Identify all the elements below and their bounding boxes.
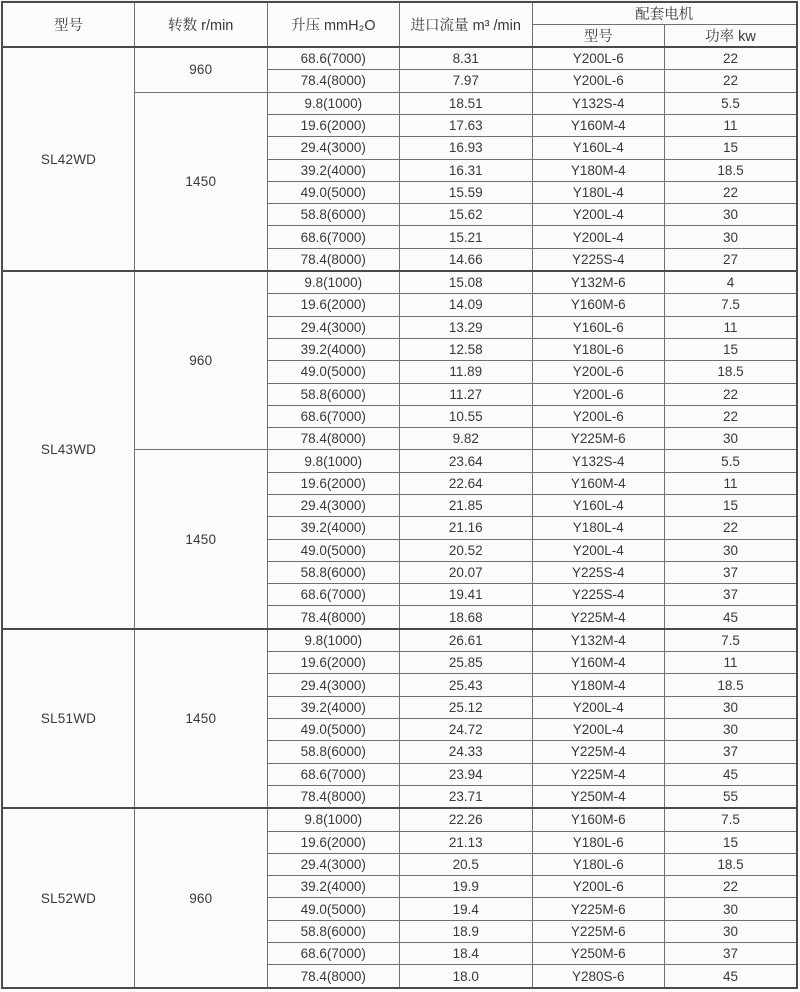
power-cell: 30 bbox=[665, 920, 798, 942]
power-cell: 18.5 bbox=[665, 159, 798, 181]
power-cell: 7.5 bbox=[665, 294, 798, 316]
table-row bbox=[2, 47, 797, 70]
table-body bbox=[2, 47, 797, 988]
pressure-cell: 39.2(4000) bbox=[267, 696, 400, 718]
flow-cell: 23.94 bbox=[400, 763, 533, 785]
flow-cell: 18.9 bbox=[400, 920, 533, 942]
motor-model-cell: Y280S-6 bbox=[532, 965, 665, 988]
motor-model-cell: Y200L-6 bbox=[532, 361, 665, 383]
speed-cell: 960 bbox=[135, 47, 268, 92]
pressure-cell: 49.0(5000) bbox=[267, 898, 400, 920]
table-row bbox=[2, 271, 797, 294]
power-cell: 18.5 bbox=[665, 361, 798, 383]
pressure-cell: 68.6(7000) bbox=[267, 942, 400, 964]
flow-cell: 19.9 bbox=[400, 876, 533, 898]
flow-cell: 12.58 bbox=[400, 338, 533, 360]
power-cell: 15 bbox=[665, 137, 798, 159]
flow-cell: 16.31 bbox=[400, 159, 533, 181]
power-cell: 22 bbox=[665, 517, 798, 539]
pressure-cell: 39.2(4000) bbox=[267, 159, 400, 181]
pressure-cell: 49.0(5000) bbox=[267, 539, 400, 561]
power-cell: 7.5 bbox=[665, 808, 798, 831]
motor-model-cell: Y225M-6 bbox=[532, 428, 665, 450]
pressure-cell: 68.6(7000) bbox=[267, 226, 400, 248]
pressure-cell: 39.2(4000) bbox=[267, 517, 400, 539]
flow-cell: 18.0 bbox=[400, 965, 533, 988]
flow-cell: 19.41 bbox=[400, 584, 533, 606]
pressure-cell: 78.4(8000) bbox=[267, 248, 400, 271]
motor-model-cell: Y200L-6 bbox=[532, 47, 665, 70]
power-cell: 11 bbox=[665, 316, 798, 338]
power-cell: 30 bbox=[665, 718, 798, 740]
motor-model-cell: Y180M-4 bbox=[532, 159, 665, 181]
header-speed: 转数 r/min bbox=[135, 2, 268, 47]
power-cell: 11 bbox=[665, 472, 798, 494]
flow-cell: 17.63 bbox=[400, 114, 533, 136]
motor-model-cell: Y225M-6 bbox=[532, 920, 665, 942]
pressure-cell: 19.6(2000) bbox=[267, 114, 400, 136]
flow-cell: 23.64 bbox=[400, 450, 533, 472]
motor-model-cell: Y180L-6 bbox=[532, 853, 665, 875]
power-cell: 37 bbox=[665, 741, 798, 763]
motor-model-cell: Y225M-6 bbox=[532, 898, 665, 920]
flow-cell: 14.66 bbox=[400, 248, 533, 271]
motor-model-cell: Y160L-6 bbox=[532, 316, 665, 338]
pressure-cell: 58.8(6000) bbox=[267, 204, 400, 226]
pressure-cell: 9.8(1000) bbox=[267, 808, 400, 831]
flow-cell: 25.43 bbox=[400, 674, 533, 696]
motor-model-cell: Y250M-6 bbox=[532, 942, 665, 964]
flow-cell: 21.13 bbox=[400, 831, 533, 853]
motor-model-cell: Y200L-6 bbox=[532, 70, 665, 92]
flow-cell: 7.97 bbox=[400, 70, 533, 92]
motor-model-cell: Y160M-6 bbox=[532, 808, 665, 831]
pressure-cell: 49.0(5000) bbox=[267, 718, 400, 740]
power-cell: 15 bbox=[665, 338, 798, 360]
power-cell: 37 bbox=[665, 942, 798, 964]
flow-cell: 25.12 bbox=[400, 696, 533, 718]
motor-model-cell: Y132S-4 bbox=[532, 92, 665, 114]
speed-cell: 1450 bbox=[135, 450, 268, 629]
motor-model-cell: Y250M-4 bbox=[532, 785, 665, 808]
flow-cell: 16.93 bbox=[400, 137, 533, 159]
pressure-cell: 9.8(1000) bbox=[267, 629, 400, 652]
power-cell: 45 bbox=[665, 606, 798, 629]
power-cell: 22 bbox=[665, 47, 798, 70]
power-cell: 37 bbox=[665, 561, 798, 583]
power-cell: 15 bbox=[665, 494, 798, 516]
motor-model-cell: Y225M-4 bbox=[532, 741, 665, 763]
flow-cell: 21.85 bbox=[400, 494, 533, 516]
motor-model-cell: Y225M-4 bbox=[532, 606, 665, 629]
model-cell: SL42WD bbox=[2, 47, 135, 271]
power-cell: 5.5 bbox=[665, 92, 798, 114]
pressure-cell: 39.2(4000) bbox=[267, 876, 400, 898]
flow-cell: 9.82 bbox=[400, 428, 533, 450]
header-model: 型号 bbox=[2, 2, 135, 47]
power-cell: 22 bbox=[665, 181, 798, 203]
pressure-cell: 9.8(1000) bbox=[267, 92, 400, 114]
table-header bbox=[2, 2, 797, 47]
pressure-cell: 29.4(3000) bbox=[267, 674, 400, 696]
power-cell: 30 bbox=[665, 539, 798, 561]
power-cell: 22 bbox=[665, 876, 798, 898]
motor-model-cell: Y180L-6 bbox=[532, 338, 665, 360]
power-cell: 11 bbox=[665, 652, 798, 674]
pressure-cell: 58.8(6000) bbox=[267, 741, 400, 763]
pressure-cell: 58.8(6000) bbox=[267, 383, 400, 405]
motor-model-cell: Y132M-4 bbox=[532, 629, 665, 652]
motor-model-cell: Y200L-4 bbox=[532, 696, 665, 718]
power-cell: 30 bbox=[665, 204, 798, 226]
motor-model-cell: Y200L-6 bbox=[532, 876, 665, 898]
flow-cell: 14.09 bbox=[400, 294, 533, 316]
power-cell: 45 bbox=[665, 965, 798, 988]
pressure-cell: 19.6(2000) bbox=[267, 652, 400, 674]
pressure-cell: 39.2(4000) bbox=[267, 338, 400, 360]
flow-cell: 22.26 bbox=[400, 808, 533, 831]
pressure-cell: 19.6(2000) bbox=[267, 831, 400, 853]
motor-model-cell: Y180L-4 bbox=[532, 517, 665, 539]
flow-cell: 22.64 bbox=[400, 472, 533, 494]
pressure-cell: 78.4(8000) bbox=[267, 428, 400, 450]
header-motor-model: 型号 bbox=[532, 25, 665, 48]
flow-cell: 13.29 bbox=[400, 316, 533, 338]
power-cell: 37 bbox=[665, 584, 798, 606]
flow-cell: 20.52 bbox=[400, 539, 533, 561]
power-cell: 30 bbox=[665, 428, 798, 450]
pressure-cell: 49.0(5000) bbox=[267, 181, 400, 203]
table-row bbox=[2, 629, 797, 652]
motor-model-cell: Y160M-4 bbox=[532, 472, 665, 494]
power-cell: 27 bbox=[665, 248, 798, 271]
flow-cell: 24.72 bbox=[400, 718, 533, 740]
motor-model-cell: Y200L-4 bbox=[532, 226, 665, 248]
power-cell: 15 bbox=[665, 831, 798, 853]
motor-model-cell: Y180L-6 bbox=[532, 831, 665, 853]
flow-cell: 15.21 bbox=[400, 226, 533, 248]
motor-model-cell: Y200L-4 bbox=[532, 539, 665, 561]
header-row-top bbox=[2, 2, 797, 25]
flow-cell: 24.33 bbox=[400, 741, 533, 763]
pressure-cell: 19.6(2000) bbox=[267, 472, 400, 494]
power-cell: 22 bbox=[665, 383, 798, 405]
header-motor-group: 配套电机 bbox=[532, 2, 797, 25]
power-cell: 11 bbox=[665, 114, 798, 136]
power-cell: 30 bbox=[665, 898, 798, 920]
flow-cell: 15.08 bbox=[400, 271, 533, 294]
pressure-cell: 58.8(6000) bbox=[267, 920, 400, 942]
flow-cell: 15.59 bbox=[400, 181, 533, 203]
flow-cell: 21.16 bbox=[400, 517, 533, 539]
speed-cell: 1450 bbox=[135, 92, 268, 271]
flow-cell: 15.62 bbox=[400, 204, 533, 226]
flow-cell: 19.4 bbox=[400, 898, 533, 920]
flow-cell: 10.55 bbox=[400, 405, 533, 427]
pressure-cell: 9.8(1000) bbox=[267, 271, 400, 294]
pressure-cell: 9.8(1000) bbox=[267, 450, 400, 472]
flow-cell: 20.07 bbox=[400, 561, 533, 583]
motor-model-cell: Y160M-6 bbox=[532, 294, 665, 316]
header-pressure: 升压 mmH₂O bbox=[267, 2, 400, 47]
motor-model-cell: Y132M-6 bbox=[532, 271, 665, 294]
flow-cell: 26.61 bbox=[400, 629, 533, 652]
pressure-cell: 29.4(3000) bbox=[267, 494, 400, 516]
flow-cell: 20.5 bbox=[400, 853, 533, 875]
speed-cell: 960 bbox=[135, 271, 268, 450]
pressure-cell: 29.4(3000) bbox=[267, 316, 400, 338]
power-cell: 30 bbox=[665, 226, 798, 248]
flow-cell: 8.31 bbox=[400, 47, 533, 70]
pressure-cell: 68.6(7000) bbox=[267, 47, 400, 70]
pressure-cell: 68.6(7000) bbox=[267, 405, 400, 427]
motor-model-cell: Y160L-4 bbox=[532, 137, 665, 159]
header-motor-power: 功率 kw bbox=[665, 25, 798, 48]
power-cell: 7.5 bbox=[665, 629, 798, 652]
motor-model-cell: Y225S-4 bbox=[532, 561, 665, 583]
power-cell: 4 bbox=[665, 271, 798, 294]
flow-cell: 11.89 bbox=[400, 361, 533, 383]
pressure-cell: 19.6(2000) bbox=[267, 294, 400, 316]
flow-cell: 18.51 bbox=[400, 92, 533, 114]
power-cell: 5.5 bbox=[665, 450, 798, 472]
pressure-cell: 78.4(8000) bbox=[267, 70, 400, 92]
pressure-cell: 49.0(5000) bbox=[267, 361, 400, 383]
motor-model-cell: Y132S-4 bbox=[532, 450, 665, 472]
flow-cell: 18.4 bbox=[400, 942, 533, 964]
model-cell: SL52WD bbox=[2, 808, 135, 988]
pressure-cell: 68.6(7000) bbox=[267, 584, 400, 606]
pressure-cell: 58.8(6000) bbox=[267, 561, 400, 583]
power-cell: 18.5 bbox=[665, 853, 798, 875]
motor-model-cell: Y200L-4 bbox=[532, 718, 665, 740]
power-cell: 22 bbox=[665, 70, 798, 92]
motor-model-cell: Y200L-4 bbox=[532, 204, 665, 226]
power-cell: 45 bbox=[665, 763, 798, 785]
pressure-cell: 68.6(7000) bbox=[267, 763, 400, 785]
flow-cell: 23.71 bbox=[400, 785, 533, 808]
motor-model-cell: Y225S-4 bbox=[532, 248, 665, 271]
model-cell: SL51WD bbox=[2, 629, 135, 808]
motor-model-cell: Y180M-4 bbox=[532, 674, 665, 696]
speed-cell: 1450 bbox=[135, 629, 268, 808]
pressure-cell: 29.4(3000) bbox=[267, 853, 400, 875]
motor-model-cell: Y200L-6 bbox=[532, 405, 665, 427]
pressure-cell: 78.4(8000) bbox=[267, 785, 400, 808]
pressure-cell: 78.4(8000) bbox=[267, 965, 400, 988]
power-cell: 55 bbox=[665, 785, 798, 808]
flow-cell: 11.27 bbox=[400, 383, 533, 405]
motor-model-cell: Y160L-4 bbox=[532, 494, 665, 516]
motor-model-cell: Y225M-4 bbox=[532, 763, 665, 785]
header-flow: 进口流量 m³ /min bbox=[400, 2, 533, 47]
pressure-cell: 29.4(3000) bbox=[267, 137, 400, 159]
motor-model-cell: Y160M-4 bbox=[532, 114, 665, 136]
speed-cell: 960 bbox=[135, 808, 268, 988]
motor-model-cell: Y200L-6 bbox=[532, 383, 665, 405]
motor-model-cell: Y160M-4 bbox=[532, 652, 665, 674]
fan-spec-table bbox=[1, 1, 798, 989]
model-cell: SL43WD bbox=[2, 271, 135, 629]
motor-model-cell: Y225S-4 bbox=[532, 584, 665, 606]
power-cell: 22 bbox=[665, 405, 798, 427]
flow-cell: 25.85 bbox=[400, 652, 533, 674]
flow-cell: 18.68 bbox=[400, 606, 533, 629]
power-cell: 18.5 bbox=[665, 674, 798, 696]
table-row bbox=[2, 808, 797, 831]
pressure-cell: 78.4(8000) bbox=[267, 606, 400, 629]
motor-model-cell: Y180L-4 bbox=[532, 181, 665, 203]
power-cell: 30 bbox=[665, 696, 798, 718]
